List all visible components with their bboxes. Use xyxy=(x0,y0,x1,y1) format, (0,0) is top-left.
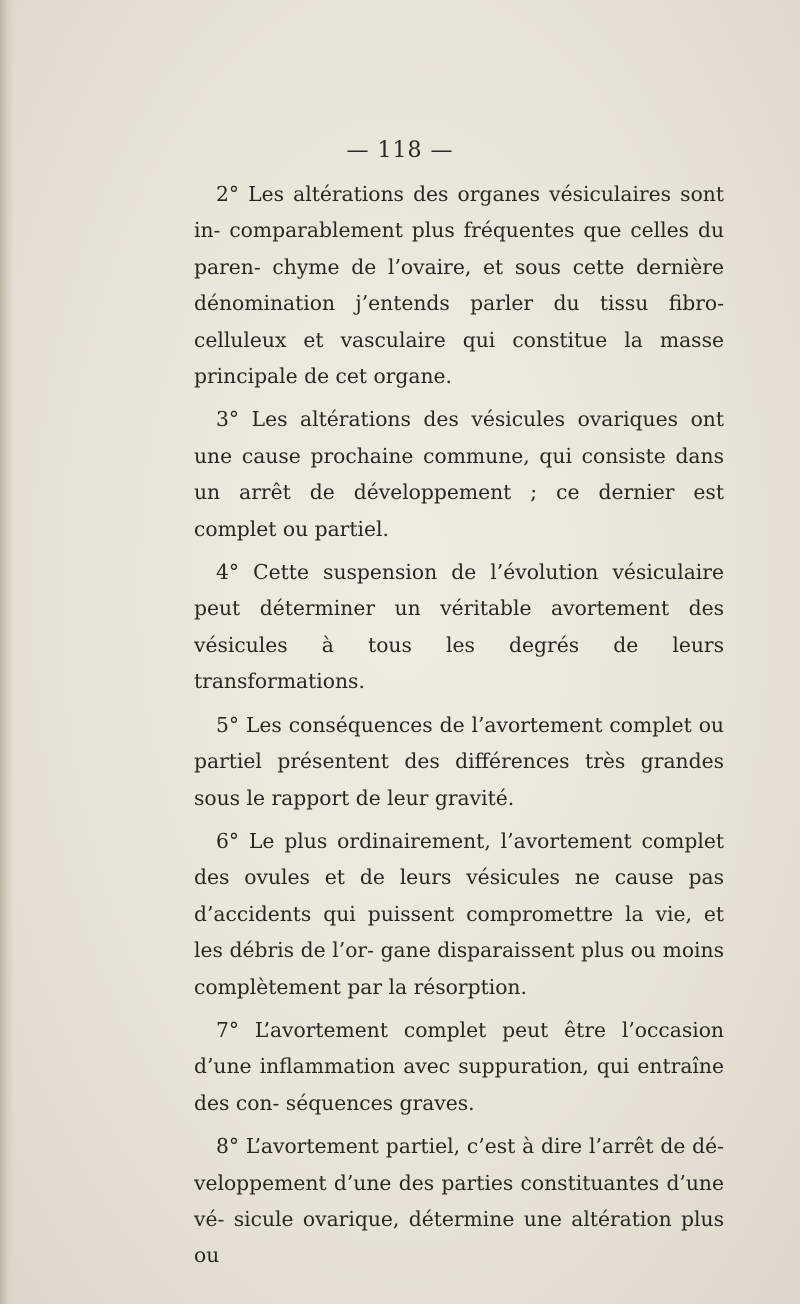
paragraph-5 xyxy=(194,707,724,816)
text-line: veloppement d’une des parties constituantes d’une vé- xyxy=(194,1170,724,1231)
paragraph-6 xyxy=(194,823,724,1005)
text-line: 4° Cette suspension de l’évolution vésiculaire peut xyxy=(194,560,724,621)
text-line: gane disparaissent plus ou moins complètement par la xyxy=(194,938,724,999)
text-line: sicule ovarique, détermine une altération plus ou xyxy=(194,1206,724,1268)
text-line: de développement ; ce dernier est complet ou partiel. xyxy=(194,480,724,541)
text-line: tous les degrés de leurs transformations. xyxy=(194,632,725,694)
text-line: comparablement plus fréquentes que celles du paren- xyxy=(194,218,725,279)
paragraph-3 xyxy=(194,401,724,547)
text-line: 6° Le plus ordinairement, l’avortement complet des xyxy=(194,828,724,890)
paragraph-2 xyxy=(194,176,724,394)
text-line: qui puissent compromettre la vie, et les débris de l’or- xyxy=(194,901,724,963)
text-line: inflammation avec suppuration, qui entraîne des con- xyxy=(194,1054,724,1115)
page-binding-shadow xyxy=(0,0,14,1304)
text-line: séquences graves. xyxy=(285,1090,475,1115)
text-line: rapport de leur gravité. xyxy=(271,785,515,810)
text-line: ovules et de leurs vésicules ne cause pas d’accidents xyxy=(194,865,725,926)
paragraph-7 xyxy=(194,1012,724,1121)
paragraph-8 xyxy=(194,1128,724,1274)
text-line: 5° Les conséquences de l’avortement complet ou xyxy=(216,712,724,737)
text-line: cause prochaine commune, qui consiste dans un arrêt xyxy=(194,443,724,505)
text-line: chyme de l’ovaire, et sous cette dernière dénomination xyxy=(194,254,725,316)
text-line: 7° L’avortement complet peut être l’occasion d’une xyxy=(194,1017,724,1079)
text-line: j’entends parler du tissu fibro-celluleux et vasculaire xyxy=(194,291,724,352)
text-line: qui constitue la masse principale de cet organe. xyxy=(194,327,724,389)
page-number: — 118 — xyxy=(346,138,454,163)
text-line: 3° Les altérations des vésicules ovariques ont une xyxy=(194,407,724,468)
text-line: déterminer un véritable avortement des vésicules à xyxy=(194,596,724,657)
text-line: résorption. xyxy=(413,974,527,999)
paragraph-4 xyxy=(194,554,724,700)
text-line: partiel présentent des différences très grandes sous le xyxy=(194,749,724,810)
text-line: 8° L’avortement partiel, c’est à dire l’arrêt de dé- xyxy=(216,1134,724,1159)
body-text xyxy=(194,176,724,1281)
text-line: 2° Les altérations des organes vésiculaires sont in- xyxy=(194,182,724,243)
